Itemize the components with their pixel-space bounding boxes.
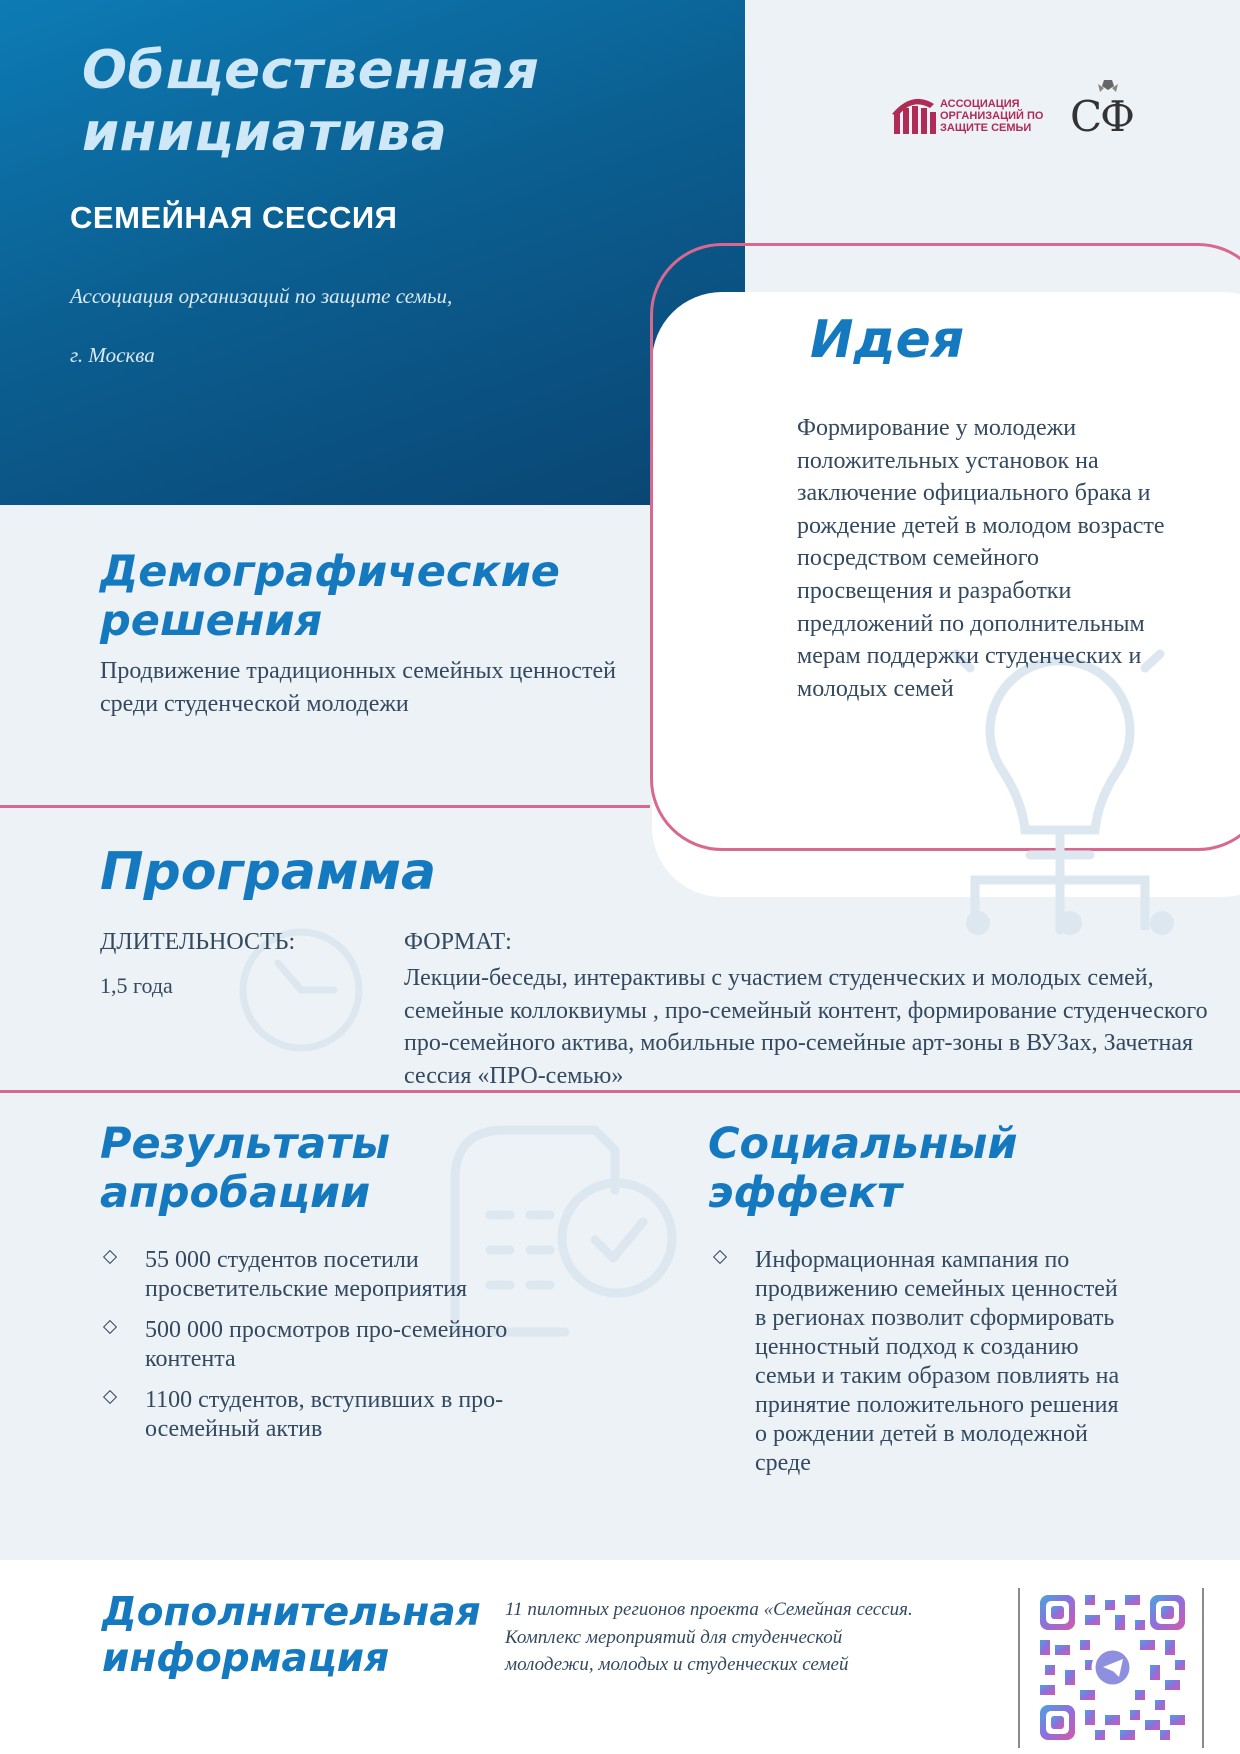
program-title: Программа: [100, 842, 437, 902]
hero-subtitle: СЕМЕЙНАЯ СЕССИЯ: [70, 200, 398, 235]
federation-council-logo: СФ: [1070, 92, 1133, 141]
format-label: ФОРМАТ:: [404, 929, 512, 955]
list-item: 1100 студентов, вступивших в про-осемейный актив: [100, 1386, 520, 1444]
social-effect-title: Социальный эффект: [708, 1119, 1018, 1218]
diamond-bullet-icon: [103, 1390, 117, 1404]
footer-divider: [1202, 1588, 1204, 1748]
demographic-text: Продвижение традиционных семейных ценностей среди студенческой молодежи: [100, 658, 616, 717]
hero-title: Общественная инициатива: [82, 40, 540, 163]
list-item: 500 000 просмотров про-семейного контента: [100, 1316, 520, 1374]
format-text: Лекции-беседы, интерактивы с участием студенческих и молодых семей, семейные коллоквиумы , про-семейный контент, формирование студенческого про-семейного актива, мобильные про-семейные арт-зоны в ВУЗах, Зачетная сессия «ПРО-семью»: [404, 965, 1208, 1089]
diamond-bullet-icon: [713, 1250, 727, 1264]
diamond-bullet-icon: [103, 1250, 117, 1264]
results-list: [100, 1246, 520, 1456]
list-item: Информационная кампания по продвижению семейных ценностей в регионах позволит сформировать ценностный подход к созданию семьи и таким образом повлиять на принятие положительного решения о рождении детей в молодежной среде: [710, 1246, 1130, 1478]
footer-text: 11 пилотных регионов проекта «Семейная сессия. Комплекс мероприятий для студенческой молодежи, молодых и студенческих семей: [505, 1599, 913, 1675]
network-dots-icon: [960, 910, 1180, 940]
duration-value: 1,5 года: [100, 973, 173, 998]
diamond-bullet-icon: [103, 1320, 117, 1334]
duration-label: ДЛИТЕЛЬНОСТЬ:: [100, 929, 296, 955]
divider: [0, 805, 650, 808]
footer-divider: [1018, 1588, 1020, 1748]
hero-city: г. Москва: [70, 343, 155, 367]
social-effect-list: [710, 1246, 1130, 1478]
association-logo-text: АССОЦИАЦИЯ ОРГАНИЗАЦИЙ ПО ЗАЩИТЕ СЕМЬИ: [940, 98, 1044, 134]
footer-title: Дополнительная информация: [102, 1590, 481, 1681]
idea-text: Формирование у молодежи положительных установок на заключение официального брака и рождение детей в молодом возрасте посредством семейного просвещения и разработки предложений по дополнительным мерам поддержки студенческих и молодых семей: [797, 415, 1165, 702]
list-item: 55 000 студентов посетили просветительские мероприятия: [100, 1246, 520, 1304]
idea-title: Идея: [810, 310, 965, 370]
divider: [0, 1090, 1240, 1093]
demographic-title: Демографические решения: [100, 547, 560, 646]
results-title: Результаты апробации: [100, 1119, 391, 1218]
hero-organization: Ассоциация организаций по защите семьи,: [70, 284, 453, 308]
qr-code-icon[interactable]: [1040, 1595, 1185, 1740]
